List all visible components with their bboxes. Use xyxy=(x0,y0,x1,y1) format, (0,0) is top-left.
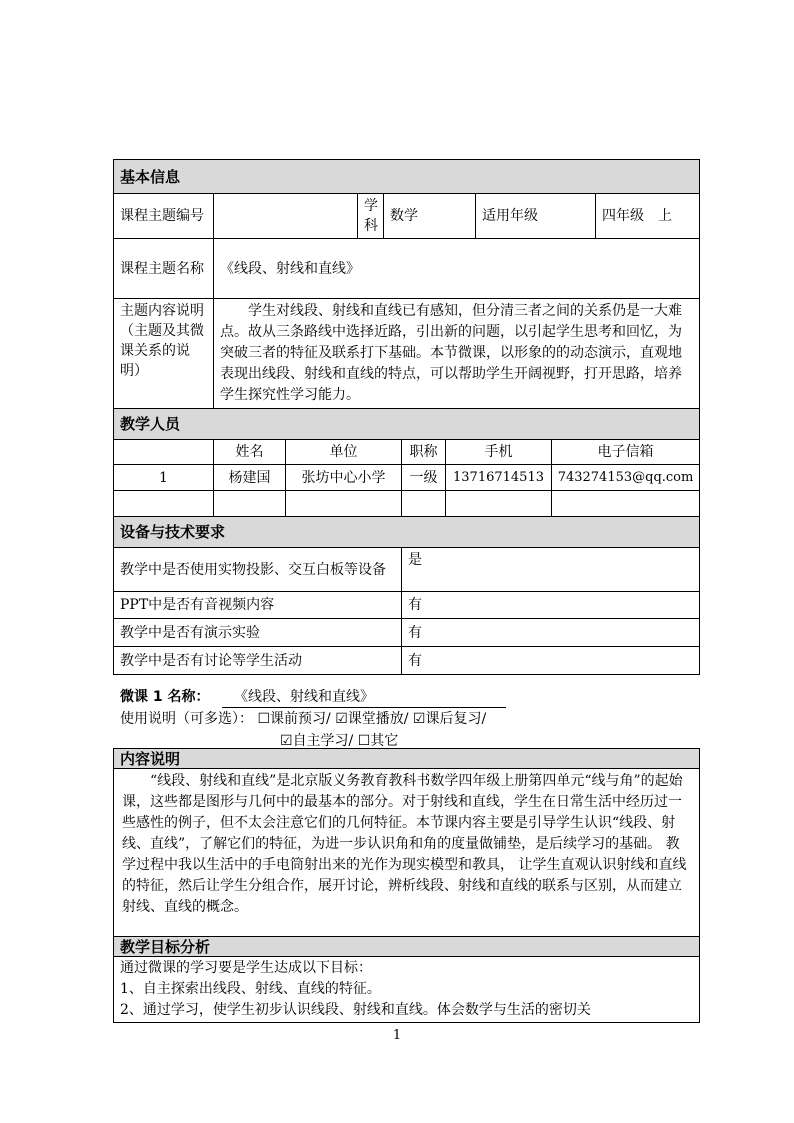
staff-phone: 13716714513 xyxy=(446,465,552,491)
subject-value: 数学 xyxy=(384,194,476,239)
checkbox-self-study-icon[interactable]: ☑ xyxy=(280,733,293,749)
grade-value: 四年级 上 xyxy=(596,194,700,239)
equipment-question: 教学中是否使用实物投影、交互白板等设备 xyxy=(114,548,402,592)
micro-name-line xyxy=(120,687,506,707)
staff-unit: 张坊中心小学 xyxy=(286,465,402,491)
equipment-row xyxy=(114,619,700,647)
micro-name-value: 《线段、射线和直线》 xyxy=(222,687,506,708)
equipment-answer: 有 xyxy=(402,619,700,647)
equipment-question: 教学中是否有讨论等学生活动 xyxy=(114,647,402,675)
section-goals: 教学目标分析 xyxy=(114,937,700,957)
option-self-study: 自主学习/ xyxy=(292,733,354,749)
option-review: 课后复习/ xyxy=(425,711,487,727)
staff-index xyxy=(114,491,214,517)
option-preview: 课前预习/ xyxy=(270,711,331,727)
staff-name: 杨建国 xyxy=(214,465,286,491)
content-text: “线段、射线和直线”是北京版义务教育教科书数学四年级上册第四单元“线与角”的起始课，这些都是图形与几何中的最基本的部分。对于射线和直线，学生在日常生活中经历过一些感性的例子，但不太会注意它们的几何特征。本节课内容主要是引导学生认识“线段、射线、直线”，了解它们的特征，为进一步认识角和角的度量做铺垫，是后续学习的基础。 教学过程中我以生活中的手电筒射出来的光作为现实模型和教具， 让学生直观认识射线和直线的特征，然后让学生分组合作，展开讨论，辨析线段、射线和直线的联系与区别，从而建立射线、直线的概念。 xyxy=(114,769,700,937)
section-staff: 教学人员 xyxy=(114,409,700,440)
equipment-question: PPT中是否有音视频内容 xyxy=(114,592,402,619)
staff-header-index xyxy=(114,440,214,465)
section-equipment: 设备与技术要求 xyxy=(114,517,700,548)
goals-line: 通过微课的学习要是学生达成以下目标： xyxy=(120,960,372,976)
staff-email xyxy=(552,491,700,517)
equipment-row xyxy=(114,548,700,592)
checkbox-classroom-icon[interactable]: ☑ xyxy=(335,711,348,727)
staff-unit xyxy=(286,491,402,517)
staff-row xyxy=(114,465,700,491)
staff-title xyxy=(402,491,446,517)
staff-title: 一级 xyxy=(402,465,446,491)
section-content: 内容说明 xyxy=(114,749,700,769)
equipment-question: 教学中是否有演示实验 xyxy=(114,619,402,647)
topic-name-label: 课程主题名称 xyxy=(114,239,214,299)
equipment-row xyxy=(114,592,700,619)
goals-line: 2、通过学习，使学生初步认识线段、射线和直线。体会数学与生活的密切关 xyxy=(120,1002,591,1018)
option-classroom: 课堂播放/ xyxy=(347,711,409,727)
code-value xyxy=(214,194,358,239)
content-table xyxy=(113,748,700,1023)
grade-label: 适用年级 xyxy=(476,194,596,239)
staff-name xyxy=(214,491,286,517)
info-table xyxy=(113,159,700,675)
staff-header-name: 姓名 xyxy=(214,440,286,465)
checkbox-preview-icon[interactable]: ☐ xyxy=(257,711,271,727)
subject-label: 学科 xyxy=(358,194,384,239)
code-label: 课程主题编号 xyxy=(114,194,214,239)
staff-index: 1 xyxy=(114,465,214,491)
topic-name-value: 《线段、射线和直线》 xyxy=(214,239,700,299)
staff-header-unit: 单位 xyxy=(286,440,402,465)
page-number: 1 xyxy=(392,1028,402,1043)
usage-line-1 xyxy=(120,709,486,729)
equipment-answer: 有 xyxy=(402,592,700,619)
checkbox-review-icon[interactable]: ☑ xyxy=(412,711,426,727)
checkbox-other-icon[interactable]: ☐ xyxy=(357,733,371,749)
topic-desc-value: 学生对线段、射线和直线已有感知，但分清三者之间的关系仍是一大难点。故从三条路线中选择近路，引出新的问题，以引起学生思考和回忆，为突破三者的特征及联系打下基础。本节微课，以形象的的动态演示，直观地表现出线段、射线和直线的特点，可以帮助学生开阔视野，打开思路，培养学生探究性学习能力。 xyxy=(214,299,700,409)
staff-header-phone: 手机 xyxy=(446,440,552,465)
equipment-row xyxy=(114,647,700,675)
option-other: 其它 xyxy=(370,733,399,749)
equipment-answer: 有 xyxy=(402,647,700,675)
usage-label: 使用说明（可多选）： xyxy=(120,711,253,727)
staff-row xyxy=(114,491,700,517)
goals-body xyxy=(114,957,700,1023)
micro-name-label: 微课 1 名称： xyxy=(120,689,210,705)
staff-header-row xyxy=(114,440,700,465)
equipment-answer: 是 xyxy=(402,548,700,592)
staff-phone xyxy=(446,491,552,517)
staff-header-title: 职称 xyxy=(402,440,446,465)
goals-line: 1、自主探索出线段、射线、直线的特征。 xyxy=(120,981,381,997)
section-basic-info: 基本信息 xyxy=(114,160,700,194)
staff-email: 743274153@qq.com xyxy=(552,465,700,491)
topic-desc-label: 主题内容说明（主题及其微课关系的说明） xyxy=(114,299,214,409)
staff-header-email: 电子信箱 xyxy=(552,440,700,465)
